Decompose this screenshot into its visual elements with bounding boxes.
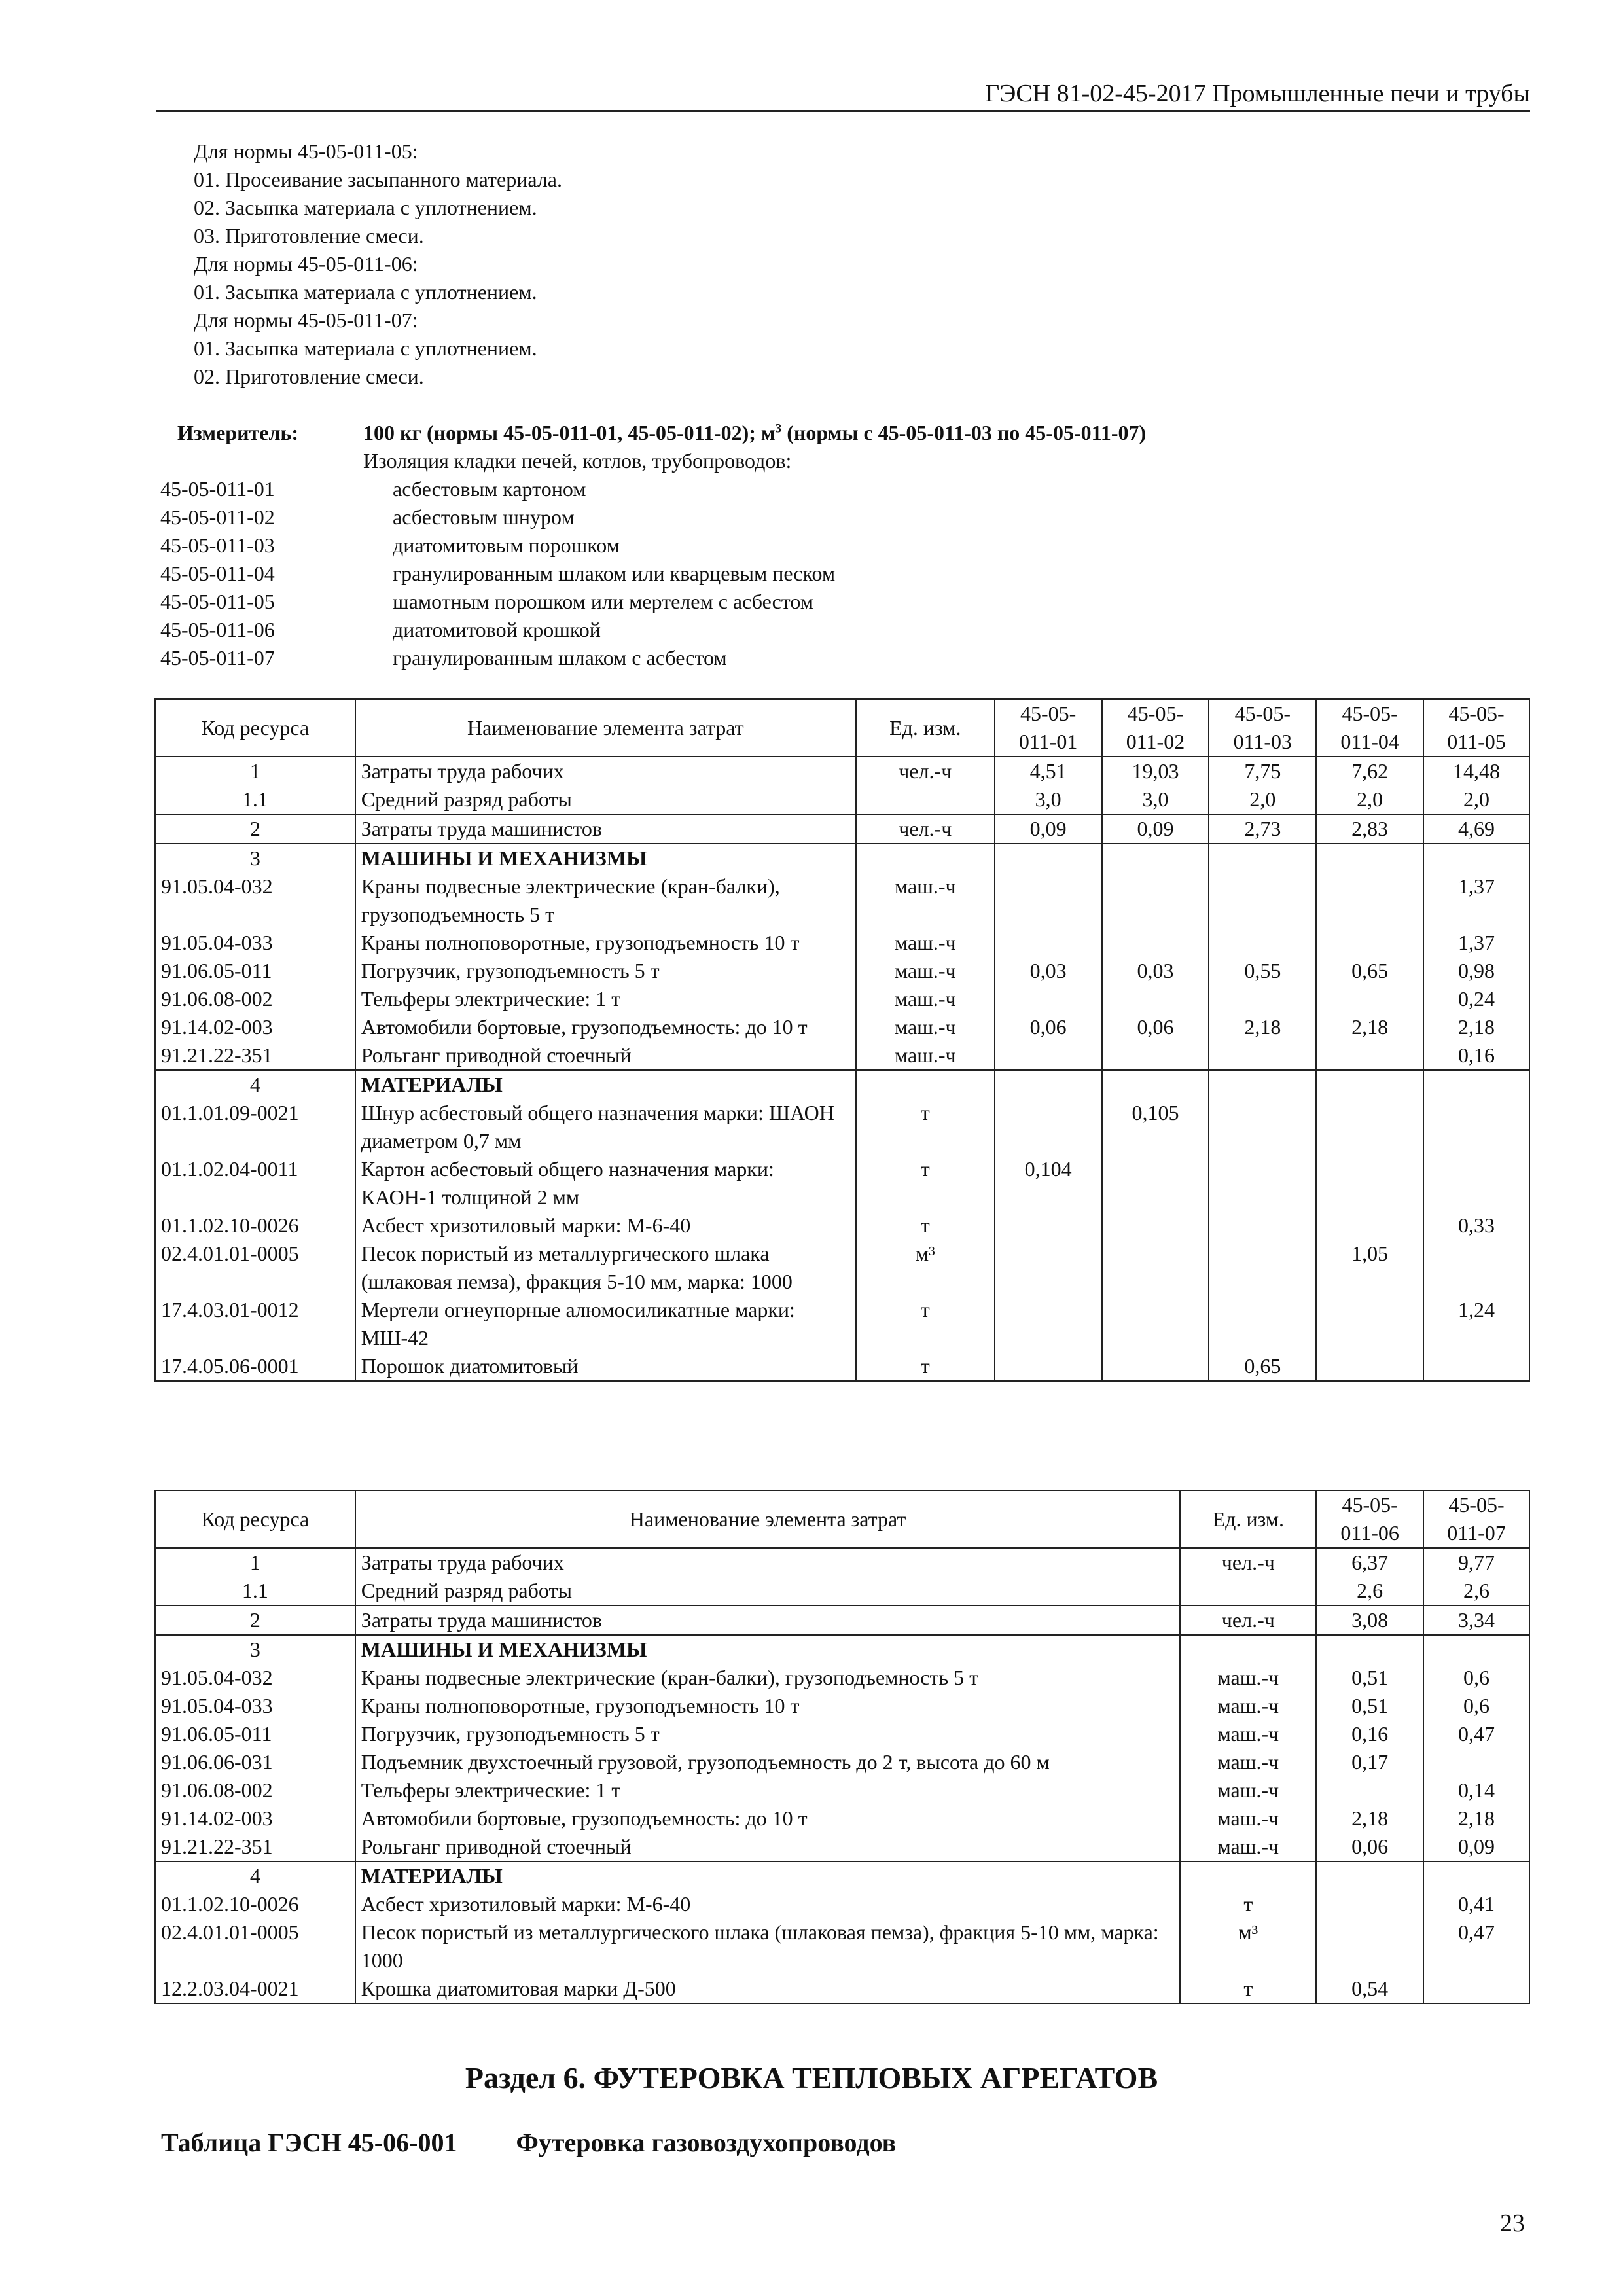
cell-code: 1.1 [155, 1577, 355, 1605]
table-row [155, 1155, 1529, 1211]
col-header-name: Наименование элемента затрат [355, 699, 856, 757]
col-header-code: Код ресурса [155, 699, 355, 757]
cell-code: 01.1.02.04-0011 [155, 1155, 355, 1211]
cell-name: Затраты труда машинистов [355, 1605, 1181, 1635]
cell-value [1316, 1155, 1423, 1211]
cell-name: Асбест хризотиловый марки: М-6-40 [355, 1211, 856, 1240]
cell-code: 91.14.02-003 [155, 1013, 355, 1041]
cell-value [1209, 1070, 1316, 1099]
cell-unit: м³ [1180, 1918, 1316, 1975]
cell-unit: маш.-ч [856, 1013, 995, 1041]
page-number: 23 [1500, 2210, 1525, 2237]
cell-value: 1,37 [1423, 872, 1529, 929]
col-header-norm: 45-05- 011-03 [1209, 699, 1316, 757]
cell-value: 3,34 [1423, 1605, 1529, 1635]
col-header-name: Наименование элемента затрат [355, 1490, 1181, 1548]
cell-name: Погрузчик, грузоподъемность 5 т [355, 957, 856, 985]
cell-value: 0,105 [1102, 1099, 1209, 1155]
cell-value: 2,18 [1316, 1013, 1423, 1041]
cell-unit: маш.-ч [1180, 1720, 1316, 1748]
table-row [155, 1861, 1529, 1890]
cell-value: 1,05 [1316, 1240, 1423, 1296]
cell-value [1316, 872, 1423, 929]
norm-code: 45-05-011-04 [160, 562, 275, 585]
cell-value [1316, 844, 1423, 872]
table-row [155, 785, 1529, 814]
cell-unit: чел.-ч [1180, 1605, 1316, 1635]
col-header-unit: Ед. изм. [856, 699, 995, 757]
table-row [155, 985, 1529, 1013]
cell-value [1316, 985, 1423, 1013]
cell-unit [856, 1070, 995, 1099]
cell-unit: т [856, 1099, 995, 1155]
cell-value [1102, 1211, 1209, 1240]
cell-code: 91.21.22-351 [155, 1833, 355, 1861]
cell-code: 1 [155, 757, 355, 785]
cell-value: 0,54 [1316, 1975, 1423, 2003]
cell-code: 91.06.08-002 [155, 985, 355, 1013]
cell-name: Подъемник двухстоечный грузовой, грузоподъемность до 2 т, высота до 60 м [355, 1748, 1181, 1776]
cell-name: Песок пористый из металлургического шлака (шлаковая пемза), фракция 5-10 мм, марка: 1000 [355, 1240, 856, 1296]
cell-value: 7,75 [1209, 757, 1316, 785]
cell-unit: чел.-ч [856, 814, 995, 844]
table-row [155, 1975, 1529, 2003]
cell-code: 91.14.02-003 [155, 1804, 355, 1833]
section-title: Раздел 6. ФУТЕРОВКА ТЕПЛОВЫХ АГРЕГАТОВ [465, 2061, 1158, 2094]
operation-line: 03. Приготовление смеси. [194, 224, 424, 247]
cell-value: 1,37 [1423, 929, 1529, 957]
table-row [155, 957, 1529, 985]
cell-value [1316, 1296, 1423, 1352]
cell-value [1316, 1041, 1423, 1070]
cell-value [1209, 844, 1316, 872]
norm-desc: диатомитовой крошкой [393, 618, 601, 641]
cell-unit [856, 844, 995, 872]
table-row [155, 929, 1529, 957]
cell-name: МАШИНЫ И МЕХАНИЗМЫ [355, 844, 856, 872]
cell-value [995, 1070, 1102, 1099]
cell-value: 2,18 [1316, 1804, 1423, 1833]
resource-table-1 [154, 698, 1530, 1382]
cell-value [1209, 929, 1316, 957]
measure-label: Измеритель: [177, 421, 298, 444]
cell-value [1423, 1352, 1529, 1381]
cell-unit [1180, 1635, 1316, 1664]
table-row [155, 844, 1529, 872]
cell-value [1423, 1070, 1529, 1099]
cell-code: 3 [155, 1635, 355, 1664]
cell-unit: маш.-ч [1180, 1776, 1316, 1804]
norm-code: 45-05-011-07 [160, 646, 275, 670]
cell-value: 0,17 [1316, 1748, 1423, 1776]
cell-code: 12.2.03.04-0021 [155, 1975, 355, 2003]
cell-value [1102, 1352, 1209, 1381]
cell-value [1209, 1211, 1316, 1240]
cell-value [1209, 1296, 1316, 1352]
cell-value: 2,0 [1316, 785, 1423, 814]
cell-value: 0,06 [1102, 1013, 1209, 1041]
norm-code: 45-05-011-02 [160, 505, 275, 529]
table-row [155, 814, 1529, 844]
cell-name: МАШИНЫ И МЕХАНИЗМЫ [355, 1635, 1181, 1664]
measure-value: 100 кг (нормы 45-05-011-01, 45-05-011-02); $м^3$ (нормы с 45-05-011-03 по 45-05-011-07) [363, 421, 1147, 444]
cell-value: 4,69 [1423, 814, 1529, 844]
cell-name: Тельферы электрические: 1 т [355, 985, 856, 1013]
norm-desc: гранулированным шлаком с асбестом [393, 646, 727, 670]
cell-value [1316, 929, 1423, 957]
col-header-norm: 45-05- 011-05 [1423, 699, 1529, 757]
cell-value: 0,51 [1316, 1692, 1423, 1720]
cell-name: МАТЕРИАЛЫ [355, 1070, 856, 1099]
cell-code: 91.06.05-011 [155, 957, 355, 985]
operation-line: 01. Засыпка материала с уплотнением. [194, 336, 537, 360]
table-header-row [155, 699, 1529, 757]
operation-line: Для нормы 45-05-011-07: [194, 308, 418, 332]
operations-list [194, 137, 562, 391]
cell-value [1316, 1861, 1423, 1890]
cell-value [995, 1296, 1102, 1352]
cell-value [1316, 1890, 1423, 1918]
cell-value: 0,47 [1423, 1918, 1529, 1975]
cell-unit: маш.-ч [856, 1041, 995, 1070]
cell-name: Затраты труда рабочих [355, 757, 856, 785]
cell-value: 3,0 [1102, 785, 1209, 814]
operation-line: 01. Засыпка материала с уплотнением. [194, 280, 537, 304]
cell-name: Средний разряд работы [355, 1577, 1181, 1605]
cell-value [1316, 1070, 1423, 1099]
cell-name: Порошок диатомитовый [355, 1352, 856, 1381]
cell-code: 4 [155, 1070, 355, 1099]
table-row [155, 1748, 1529, 1776]
operation-line: Для нормы 45-05-011-06: [194, 252, 418, 276]
cell-value [1102, 1240, 1209, 1296]
cell-value: 0,09 [995, 814, 1102, 844]
cell-unit: м³ [856, 1240, 995, 1296]
cell-value: 0,47 [1423, 1720, 1529, 1748]
cell-value [995, 1240, 1102, 1296]
cell-value [1316, 1776, 1423, 1804]
table-row [155, 1890, 1529, 1918]
cell-value [995, 1211, 1102, 1240]
table-row [155, 1918, 1529, 1975]
cell-value [1102, 844, 1209, 872]
norm-code: 45-05-011-01 [160, 477, 275, 501]
cell-code: 02.4.01.01-0005 [155, 1240, 355, 1296]
cell-unit: т [856, 1155, 995, 1211]
cell-value: 0,03 [1102, 957, 1209, 985]
cell-name: Песок пористый из металлургического шлака (шлаковая пемза), фракция 5-10 мм, марка: 1000 [355, 1918, 1181, 1975]
table-header-row [155, 1490, 1529, 1548]
cell-value [1423, 1635, 1529, 1664]
cell-name: Затраты труда машинистов [355, 814, 856, 844]
cell-code: 91.21.22-351 [155, 1041, 355, 1070]
cell-value [995, 1352, 1102, 1381]
measure-block [160, 419, 1535, 672]
resource-table-2 [154, 1490, 1530, 2004]
operation-line: Для нормы 45-05-011-05: [194, 139, 418, 163]
cell-value: 1,24 [1423, 1296, 1529, 1352]
cell-value [1209, 1240, 1316, 1296]
cell-unit: маш.-ч [1180, 1664, 1316, 1692]
cell-value: 3,0 [995, 785, 1102, 814]
cell-value: 0,33 [1423, 1211, 1529, 1240]
cell-code: 91.05.04-033 [155, 929, 355, 957]
cell-name: Мертели огнеупорные алюмосиликатные марки: МШ-42 [355, 1296, 856, 1352]
cell-value [995, 929, 1102, 957]
cell-name: Рольганг приводной стоечный [355, 1833, 1181, 1861]
col-header-norm: 45-05- 011-02 [1102, 699, 1209, 757]
table-row [155, 757, 1529, 785]
cell-value [1423, 1748, 1529, 1776]
cell-name: Автомобили бортовые, грузоподъемность: до 10 т [355, 1013, 856, 1041]
norm-desc: диатомитовым порошком [393, 533, 620, 557]
col-header-norm: 45-05- 011-01 [995, 699, 1102, 757]
cell-value: 2,0 [1423, 785, 1529, 814]
cell-name: Шнур асбестовый общего назначения марки: ШАОН диаметром 0,7 мм [355, 1099, 856, 1155]
cell-value [1209, 985, 1316, 1013]
cell-name: Автомобили бортовые, грузоподъемность: до 10 т [355, 1804, 1181, 1833]
cell-name: Затраты труда рабочих [355, 1548, 1181, 1577]
cell-value [1102, 872, 1209, 929]
cell-name: Средний разряд работы [355, 785, 856, 814]
cell-value: 2,6 [1316, 1577, 1423, 1605]
col-header-norm: 45-05- 011-06 [1316, 1490, 1423, 1548]
table-row [155, 1720, 1529, 1748]
cell-value [1316, 1211, 1423, 1240]
cell-value: 0,16 [1316, 1720, 1423, 1748]
cell-value [1102, 929, 1209, 957]
cell-value: 0,41 [1423, 1890, 1529, 1918]
cell-unit: т [856, 1296, 995, 1352]
cell-code: 01.1.02.10-0026 [155, 1890, 355, 1918]
page-header [156, 77, 1530, 112]
cell-value [1102, 1041, 1209, 1070]
cell-value [1102, 1296, 1209, 1352]
table-row [155, 1548, 1529, 1577]
cell-value: 4,51 [995, 757, 1102, 785]
cell-value: 0,51 [1316, 1664, 1423, 1692]
cell-unit: маш.-ч [856, 957, 995, 985]
cell-value [1316, 1635, 1423, 1664]
cell-unit: т [856, 1211, 995, 1240]
cell-value [1209, 872, 1316, 929]
table-row [155, 1692, 1529, 1720]
table-row [155, 872, 1529, 929]
cell-code: 91.05.04-033 [155, 1692, 355, 1720]
cell-value: 2,18 [1423, 1804, 1529, 1833]
cell-value: 0,104 [995, 1155, 1102, 1211]
cell-name: Крошка диатомитовая марки Д-500 [355, 1975, 1181, 2003]
cell-code: 2 [155, 1605, 355, 1635]
cell-name: Краны полноповоротные, грузоподъемность 10 т [355, 1692, 1181, 1720]
cell-value [1209, 1155, 1316, 1211]
cell-unit: маш.-ч [1180, 1804, 1316, 1833]
cell-code: 91.06.08-002 [155, 1776, 355, 1804]
cell-value [1423, 1155, 1529, 1211]
table-title [161, 2127, 896, 2158]
cell-value [1423, 1240, 1529, 1296]
cell-name: Картон асбестовый общего назначения марки: КАОН-1 толщиной 2 мм [355, 1155, 856, 1211]
col-header-norm: 45-05- 011-04 [1316, 699, 1423, 757]
table-row [155, 1296, 1529, 1352]
cell-value [1209, 1099, 1316, 1155]
cell-unit: чел.-ч [856, 757, 995, 785]
cell-unit: т [1180, 1890, 1316, 1918]
cell-value: 0,09 [1423, 1833, 1529, 1861]
cell-value [1423, 844, 1529, 872]
cell-value: 0,14 [1423, 1776, 1529, 1804]
cell-name: Тельферы электрические: 1 т [355, 1776, 1181, 1804]
table-row [155, 1635, 1529, 1664]
cell-value: 7,62 [1316, 757, 1423, 785]
cell-value: 2,18 [1209, 1013, 1316, 1041]
cell-value [1423, 1861, 1529, 1890]
cell-code: 02.4.01.01-0005 [155, 1918, 355, 1975]
table-row [155, 1099, 1529, 1155]
cell-name: Краны подвесные электрические (кран-балки), грузоподъемность 5 т [355, 1664, 1181, 1692]
norm-desc: гранулированным шлаком или кварцевым песком [393, 562, 836, 585]
table-row [155, 1211, 1529, 1240]
cell-value [995, 1099, 1102, 1155]
cell-value: 3,08 [1316, 1605, 1423, 1635]
cell-value: 0,09 [1102, 814, 1209, 844]
cell-code: 2 [155, 814, 355, 844]
cell-unit: маш.-ч [1180, 1692, 1316, 1720]
cell-value: 0,06 [995, 1013, 1102, 1041]
cell-unit [856, 785, 995, 814]
cell-value: 0,98 [1423, 957, 1529, 985]
cell-code: 17.4.03.01-0012 [155, 1296, 355, 1352]
cell-value: 0,55 [1209, 957, 1316, 985]
cell-value [1316, 1918, 1423, 1975]
table-row [155, 1804, 1529, 1833]
cell-code: 91.05.04-032 [155, 872, 355, 929]
norm-code: 45-05-011-05 [160, 590, 275, 613]
cell-name: Краны полноповоротные, грузоподъемность 10 т [355, 929, 856, 957]
cell-unit [1180, 1861, 1316, 1890]
norm-desc: асбестовым картоном [393, 477, 586, 501]
operation-line: 01. Просеивание засыпанного материала. [194, 168, 562, 191]
cell-code: 91.06.05-011 [155, 1720, 355, 1748]
cell-name: Рольганг приводной стоечный [355, 1041, 856, 1070]
cell-name: МАТЕРИАЛЫ [355, 1861, 1181, 1890]
cell-code: 1 [155, 1548, 355, 1577]
cell-code: 4 [155, 1861, 355, 1890]
cell-value: 9,77 [1423, 1548, 1529, 1577]
cell-code: 91.05.04-032 [155, 1664, 355, 1692]
cell-value [1423, 1099, 1529, 1155]
cell-unit: т [856, 1352, 995, 1381]
table-row [155, 1605, 1529, 1635]
cell-value [1102, 1070, 1209, 1099]
cell-value: 2,73 [1209, 814, 1316, 844]
header-title: ГЭСН 81-02-45-2017 Промышленные печи и трубы [985, 80, 1530, 107]
cell-value: 0,6 [1423, 1664, 1529, 1692]
table-title-name: Футеровка газовоздухопроводов [516, 2128, 897, 2157]
table-row [155, 1240, 1529, 1296]
cell-code: 01.1.01.09-0021 [155, 1099, 355, 1155]
table-row [155, 1041, 1529, 1070]
cell-value: 2,6 [1423, 1577, 1529, 1605]
operation-line: 02. Засыпка материала с уплотнением. [194, 196, 537, 219]
table-row [155, 1833, 1529, 1861]
table-row [155, 1664, 1529, 1692]
cell-value: 6,37 [1316, 1548, 1423, 1577]
norm-desc: шамотным порошком или мертелем с асбестом [393, 590, 813, 613]
cell-value: 14,48 [1423, 757, 1529, 785]
cell-unit: маш.-ч [1180, 1748, 1316, 1776]
cell-unit: чел.-ч [1180, 1548, 1316, 1577]
measure-intro: Изоляция кладки печей, котлов, трубопроводов: [363, 449, 792, 473]
cell-value [1102, 985, 1209, 1013]
cell-code: 1.1 [155, 785, 355, 814]
operation-line: 02. Приготовление смеси. [194, 365, 424, 388]
table-title-label: Таблица ГЭСН 45-06-001 [161, 2128, 457, 2157]
cell-value: 0,16 [1423, 1041, 1529, 1070]
cell-value: 0,65 [1209, 1352, 1316, 1381]
cell-code: 01.1.02.10-0026 [155, 1211, 355, 1240]
table-row [155, 1776, 1529, 1804]
table-row [155, 1070, 1529, 1099]
norm-desc: асбестовым шнуром [393, 505, 575, 529]
cell-value [1209, 1041, 1316, 1070]
cell-value: 2,18 [1423, 1013, 1529, 1041]
cell-name: Погрузчик, грузоподъемность 5 т [355, 1720, 1181, 1748]
cell-code: 91.06.06-031 [155, 1748, 355, 1776]
table-row [155, 1577, 1529, 1605]
cell-value: 0,6 [1423, 1692, 1529, 1720]
table-row [155, 1352, 1529, 1381]
cell-unit: маш.-ч [1180, 1833, 1316, 1861]
cell-value [995, 985, 1102, 1013]
cell-unit: т [1180, 1975, 1316, 2003]
col-header-norm: 45-05- 011-07 [1423, 1490, 1529, 1548]
cell-value [1423, 1975, 1529, 2003]
cell-name: Краны подвесные электрические (кран-балки), грузоподъемность 5 т [355, 872, 856, 929]
cell-value [1316, 1099, 1423, 1155]
cell-value: 0,06 [1316, 1833, 1423, 1861]
col-header-code: Код ресурса [155, 1490, 355, 1548]
table-row [155, 1013, 1529, 1041]
norm-code: 45-05-011-03 [160, 533, 275, 557]
cell-value [995, 844, 1102, 872]
cell-unit: маш.-ч [856, 929, 995, 957]
cell-value: 2,0 [1209, 785, 1316, 814]
col-header-unit: Ед. изм. [1180, 1490, 1316, 1548]
cell-value: 0,65 [1316, 957, 1423, 985]
cell-code: 17.4.05.06-0001 [155, 1352, 355, 1381]
cell-unit [1180, 1577, 1316, 1605]
cell-unit: маш.-ч [856, 985, 995, 1013]
norm-code: 45-05-011-06 [160, 618, 275, 641]
cell-value: 19,03 [1102, 757, 1209, 785]
cell-value: 0,24 [1423, 985, 1529, 1013]
cell-name: Асбест хризотиловый марки: М-6-40 [355, 1890, 1181, 1918]
cell-value: 0,03 [995, 957, 1102, 985]
cell-value [1102, 1155, 1209, 1211]
cell-value [995, 872, 1102, 929]
cell-value: 2,83 [1316, 814, 1423, 844]
cell-value [1316, 1352, 1423, 1381]
cell-code: 3 [155, 844, 355, 872]
cell-unit: маш.-ч [856, 872, 995, 929]
cell-value [995, 1041, 1102, 1070]
